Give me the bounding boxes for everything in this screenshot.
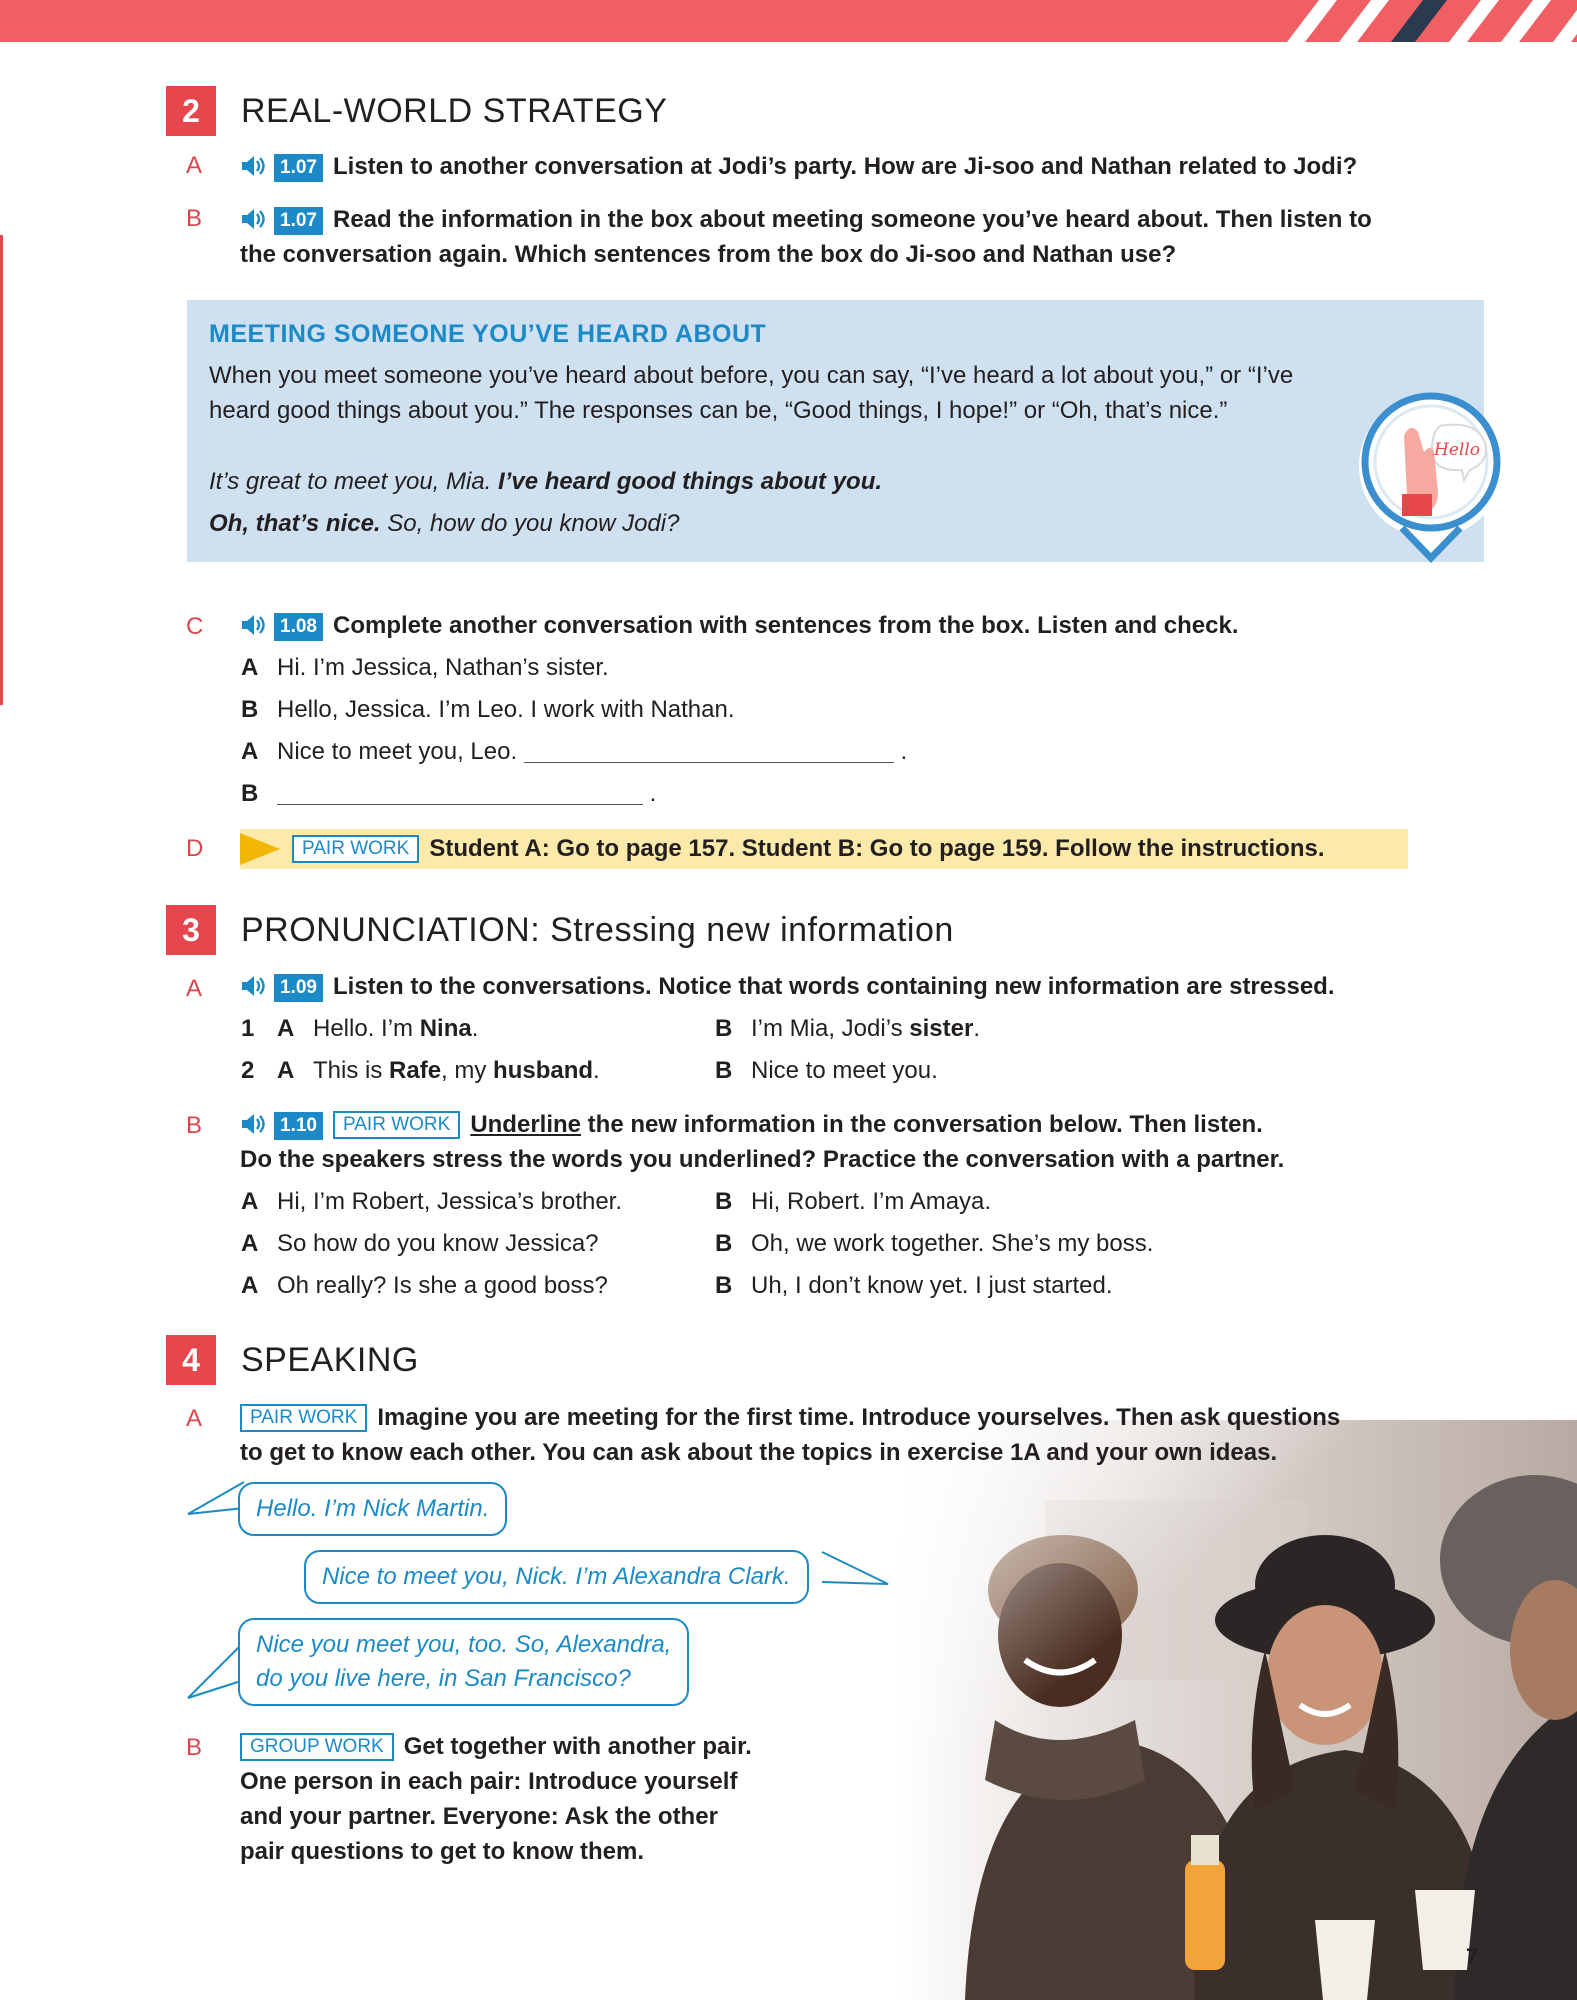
audio-track-number[interactable]: 1.07: [274, 207, 323, 235]
audio-track-number[interactable]: 1.09: [274, 974, 323, 1002]
dialogue-line: A Hi, I’m Robert, Jessica’s brother.: [241, 1188, 623, 1215]
box-heading: MEETING SOMEONE YOU’VE HEARD ABOUT: [209, 320, 767, 348]
exercise-letter: B: [186, 1112, 203, 1139]
pair-work-tag: PAIR WORK: [240, 1404, 367, 1432]
audio-speaker-icon[interactable]: [240, 208, 268, 230]
exercise-3b-instruction: 1.10 PAIR WORK Underline the new information in the conversation below. Then listen. Do the speakers stress the words you underlined? Practice the conversation with a partner.: [240, 1111, 1285, 1173]
exercise-letter: B: [186, 205, 203, 232]
bubble-tail: [186, 1636, 246, 1706]
answer-blank[interactable]: [277, 780, 643, 805]
exercise-3a-instruction: 1.09 Listen to the conversations. Notice that words containing new information are stressed.: [240, 969, 1335, 1004]
exercise-4a-instruction: PAIR WORK Imagine you are meeting for the first time. Introduce yourselves. Then ask questions to get to know each other. You can ask about the topics in exercise 1A and your own ideas.: [240, 1404, 1341, 1466]
speech-bubble-3: Nice you meet you, too. So, Alexandra, do you live here, in San Francisco?: [238, 1618, 689, 1706]
audio-speaker-icon[interactable]: [240, 614, 268, 636]
audio-speaker-icon[interactable]: [240, 975, 268, 997]
dialogue-line: B Hi, Robert. I’m Amaya.: [715, 1188, 992, 1215]
hello-hand-icon: [1350, 376, 1512, 566]
stripe-decoration: [1257, 0, 1577, 42]
friends-photo: [895, 1420, 1577, 2000]
group-work-tag: GROUP WORK: [240, 1733, 394, 1761]
page-number: 7: [1466, 1944, 1479, 1969]
audio-track-number[interactable]: 1.07: [274, 154, 323, 182]
dialogue-line: B Hello, Jessica. I’m Leo. I work with Nathan.: [241, 696, 735, 723]
box-example-1: It’s great to meet you, Mia. I’ve heard good things about you.: [209, 468, 883, 495]
box-example-2: Oh, that’s nice. So, how do you know Jodi?: [209, 510, 680, 537]
audio-speaker-icon[interactable]: [240, 155, 268, 177]
dialogue-line: A Nice to meet you, Leo. .: [241, 738, 908, 765]
section-title: PRONUNCIATION: Stressing new information: [241, 911, 954, 949]
exercise-letter: C: [186, 613, 204, 640]
answer-blank[interactable]: [524, 738, 894, 763]
top-banner: [0, 0, 1577, 42]
exercise-letter: D: [186, 835, 204, 862]
exercise-letter: A: [186, 975, 203, 1002]
exercise-4b-instruction: GROUP WORK Get together with another pair. One person in each pair: Introduce yourself and your partner. Everyone: Ask the other pair questions to get to know them.: [240, 1733, 752, 1865]
pronunciation-row-response: B I’m Mia, Jodi’s sister.: [715, 1015, 980, 1042]
exercise-2b-instruction: 1.07 Read the information in the box about meeting someone you’ve heard about. Then listen to the conversation again. Which sentences from the box do Ji-soo and Nathan use?: [240, 206, 1372, 268]
audio-track-number[interactable]: 1.10: [274, 1112, 323, 1140]
dialogue-line: B Oh, we work together. She’s my boss.: [715, 1230, 1154, 1257]
exercise-letter: B: [186, 1734, 203, 1761]
exercise-2c-instruction: 1.08 Complete another conversation with sentences from the box. Listen and check.: [240, 608, 1239, 643]
exercise-2d-instruction: PAIR WORK Student A: Go to page 157. Student B: Go to page 159. Follow the instructions.: [292, 831, 1325, 866]
pronunciation-row: 1 A Hello. I’m Nina.: [241, 1015, 479, 1042]
dialogue-line: A So how do you know Jessica?: [241, 1230, 599, 1257]
strategy-box: [187, 300, 1484, 562]
exercise-letter: A: [186, 152, 203, 179]
bubble-tail: [820, 1548, 890, 1598]
dialogue-line: A Hi. I’m Jessica, Nathan’s sister.: [241, 654, 609, 681]
exercise-letter: A: [186, 1405, 203, 1432]
section-number: 3: [166, 905, 216, 955]
dialogue-line: A Oh really? Is she a good boss?: [241, 1272, 608, 1299]
pronunciation-row: 2 A This is Rafe, my husband.: [241, 1057, 600, 1084]
box-body: When you meet someone you’ve heard about before, you can say, “I’ve heard a lot about you,” or “I’ve heard good things about you.” The responses can be, “Good things, I hope!” or “Oh, that’s nice.”: [209, 362, 1294, 424]
speech-bubble-2: Nice to meet you, Nick. I’m Alexandra Clark.: [304, 1550, 809, 1604]
margin-mark: [0, 235, 3, 705]
hello-icon-label: Hello: [1434, 440, 1480, 460]
section-title: REAL-WORLD STRATEGY: [241, 92, 668, 130]
bubble-tail: [186, 1478, 246, 1528]
audio-track-number[interactable]: 1.08: [274, 613, 323, 641]
section-number: 2: [166, 86, 216, 136]
audio-speaker-icon[interactable]: [240, 1113, 268, 1135]
pair-work-tag: PAIR WORK: [333, 1111, 460, 1139]
pronunciation-row-response: B Nice to meet you.: [715, 1057, 938, 1084]
section-number: 4: [166, 1335, 216, 1385]
section-title: SPEAKING: [241, 1341, 419, 1379]
play-arrow-icon: [240, 833, 280, 865]
pair-work-tag: PAIR WORK: [292, 835, 419, 863]
speech-bubble-1: Hello. I’m Nick Martin.: [238, 1482, 507, 1536]
dialogue-line: B Uh, I don’t know yet. I just started.: [715, 1272, 1113, 1299]
exercise-2a-instruction: 1.07 Listen to another conversation at Jodi’s party. How are Ji-soo and Nathan related to Jodi?: [240, 149, 1357, 184]
dialogue-line: B .: [241, 780, 657, 807]
